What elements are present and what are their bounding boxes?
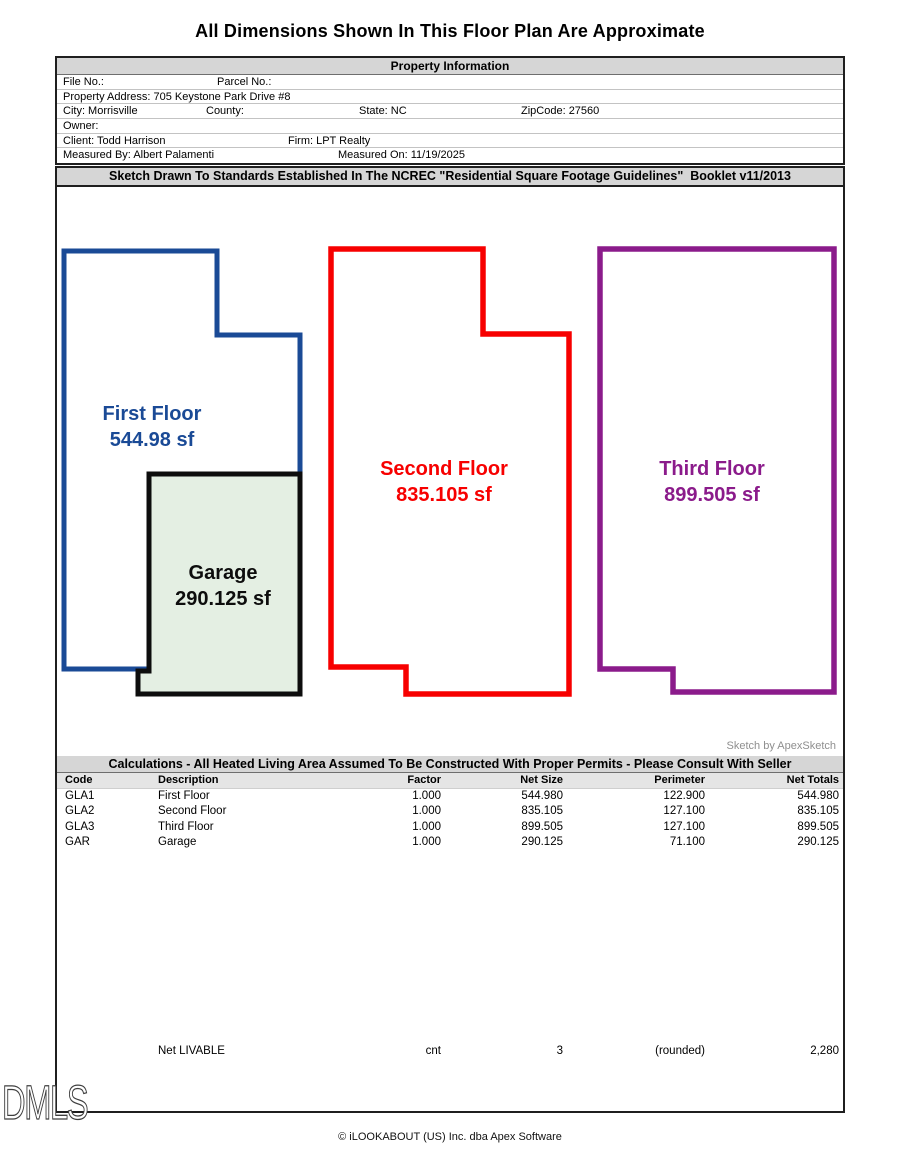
county-label: County:: [206, 105, 244, 118]
cell-net-size: 544.980: [521, 789, 563, 802]
sketch-canvas: [55, 187, 845, 756]
table-row: [57, 789, 843, 805]
property-row-measured: [57, 148, 843, 163]
calculations-section: [55, 756, 845, 1113]
net-livable-label: Net LIVABLE: [158, 1045, 225, 1058]
property-address: Property Address: 705 Keystone Park Drive #8: [63, 90, 291, 103]
property-row-file: [57, 75, 843, 90]
cell-perimeter: 71.100: [669, 836, 705, 849]
totals-spacer: [57, 1044, 158, 1060]
state-label: State: NC: [359, 105, 407, 118]
property-info-header: Property Information: [57, 58, 843, 75]
document-body: [55, 56, 845, 1113]
table-row: [57, 804, 843, 820]
table-row: [57, 820, 843, 836]
cell-net-totals: 544.980: [797, 789, 839, 802]
page-title: All Dimensions Shown In This Floor Plan Are Approximate: [195, 21, 705, 41]
property-row-city: [57, 104, 843, 119]
measured-on-label: Measured On: 11/19/2025: [338, 149, 465, 162]
parcel-no-label: Parcel No.:: [217, 76, 272, 88]
property-info-table: [55, 56, 845, 165]
net-livable-cnt-label: cnt: [425, 1045, 441, 1058]
net-livable-rounded-label: (rounded): [655, 1045, 705, 1058]
col-net-size: Net Size: [520, 774, 563, 787]
cell-net-totals: 899.505: [797, 820, 839, 833]
standards-note-bar: Sketch Drawn To Standards Established In The NCREC "Residential Square Footage Guidelines" Booklet v11/2013: [55, 166, 845, 187]
table-row: [57, 835, 843, 851]
file-no-label: File No.:: [63, 76, 104, 88]
cell-factor: 1.000: [412, 805, 441, 818]
cell-net-totals: 835.105: [797, 805, 839, 818]
cell-code: GLA1: [65, 789, 95, 802]
owner-label: Owner:: [63, 120, 99, 133]
property-row-owner: [57, 119, 843, 134]
cell-perimeter: 127.100: [663, 820, 705, 833]
net-livable-count: 3: [556, 1045, 563, 1058]
col-factor: Factor: [407, 774, 441, 787]
col-code: Code: [65, 774, 93, 787]
first-floor-label: First Floor: [102, 403, 202, 426]
calculations-column-headers: [57, 773, 843, 789]
client-label: Client: Todd Harrison: [63, 134, 166, 147]
sketch-credit: Sketch by ApexSketch: [726, 740, 836, 753]
calculations-header: Calculations - All Heated Living Area Assumed To Be Constructed With Proper Permits - Please Consult With Seller: [57, 756, 843, 773]
cell-description: Second Floor: [158, 805, 227, 818]
cell-factor: 1.000: [412, 820, 441, 833]
net-livable-row: [57, 1044, 843, 1060]
cell-description: Garage: [158, 836, 197, 849]
third-floor-label: Third Floor: [659, 458, 765, 481]
measured-by-label: Measured By: Albert Palamenti: [63, 149, 215, 162]
cell-code: GAR: [65, 836, 90, 849]
col-perimeter: Perimeter: [654, 774, 705, 787]
cell-code: GLA2: [65, 805, 95, 818]
second-floor-area: 835.105 sf: [396, 484, 492, 507]
second-floor-label: Second Floor: [380, 458, 508, 481]
cell-factor: 1.000: [412, 836, 441, 849]
cell-net-size: 899.505: [521, 820, 563, 833]
city-label: City: Morrisville: [63, 105, 138, 118]
cell-perimeter: 122.900: [663, 789, 705, 802]
floor-plan-sketch: [57, 187, 843, 756]
cell-net-size: 835.105: [521, 805, 563, 818]
firm-label: Firm: LPT Realty: [288, 134, 371, 147]
cell-perimeter: 127.100: [663, 805, 705, 818]
footer-copyright: © iLOOKABOUT (US) Inc. dba Apex Software: [338, 1131, 562, 1143]
garage-outline: [138, 474, 300, 694]
garage-label: Garage: [188, 562, 258, 585]
third-floor-area: 899.505 sf: [664, 484, 760, 507]
cell-description: First Floor: [158, 789, 210, 802]
garage-area: 290.125 sf: [175, 588, 271, 611]
cell-net-totals: 290.125: [797, 836, 839, 849]
col-description: Description: [158, 774, 219, 787]
property-row-client: [57, 134, 843, 149]
cell-net-size: 290.125: [521, 836, 563, 849]
mls-watermark: DMLS: [2, 1077, 88, 1130]
net-livable-total: 2,280: [810, 1045, 839, 1058]
col-net-totals: Net Totals: [786, 774, 839, 787]
cell-code: GLA3: [65, 820, 95, 833]
cell-description: Third Floor: [158, 820, 214, 833]
first-floor-area: 544.98 sf: [109, 429, 195, 452]
zipcode-label: ZipCode: 27560: [521, 105, 600, 118]
cell-factor: 1.000: [412, 789, 441, 802]
property-row-address: [57, 90, 843, 105]
